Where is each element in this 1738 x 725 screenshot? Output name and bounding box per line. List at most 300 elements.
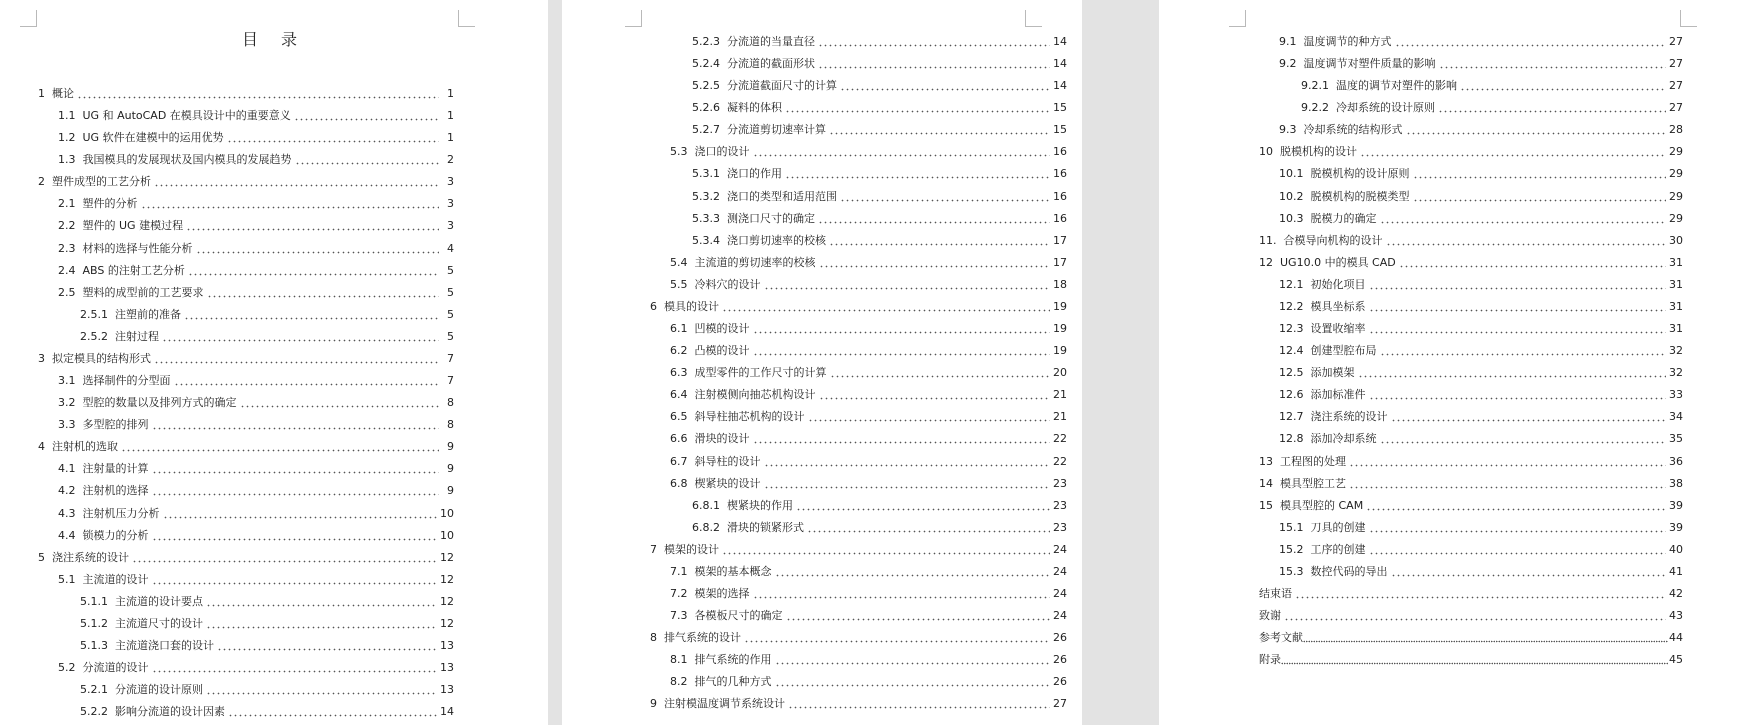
toc-leader-dots: [295, 162, 440, 165]
toc-entry[interactable]: [1259, 608, 1683, 624]
toc-entry-page-number: 18: [1053, 278, 1067, 291]
toc-leader-dots: [1369, 331, 1667, 334]
toc-entry-page-number: 14: [1053, 57, 1067, 70]
toc-entry-page-number: 31: [1669, 278, 1683, 291]
toc-entry-title: 注射量的计算: [82, 462, 149, 475]
toc-entry-title: 凸模的设计: [694, 344, 750, 357]
toc-entry-number: 4.2: [58, 484, 76, 497]
toc-leader-dots: [722, 309, 1050, 312]
toc-leader-dots: [785, 110, 1050, 113]
toc-entry-title: 工程图的处理: [1280, 455, 1346, 468]
toc-entry-number: 6.5: [670, 410, 688, 423]
toc-leader-dots: [753, 331, 1051, 334]
toc-entry-title: 概论: [52, 87, 74, 100]
toc-entry-title: 楔紧块的作用: [727, 499, 793, 512]
toc-entry-page-number: 27: [1669, 101, 1683, 114]
toc-entry[interactable]: [692, 189, 1067, 205]
toc-entry-title: 拟定模具的结构形式: [52, 352, 151, 365]
toc-entry-title: 主流道的设计: [82, 573, 149, 586]
toc-entry[interactable]: [670, 144, 1067, 160]
toc-entry[interactable]: [692, 166, 1067, 182]
toc-entry-number: 2.5: [58, 286, 76, 299]
toc-entry[interactable]: [692, 211, 1067, 227]
toc-leader-dots: [807, 530, 1050, 533]
toc-leader-dots: [764, 287, 1051, 290]
toc-entry[interactable]: [58, 373, 454, 389]
toc-entry-title: 注射过程: [115, 330, 159, 343]
toc-leader-dots: [206, 604, 437, 607]
toc-entry[interactable]: [692, 56, 1067, 72]
toc-entry-number: 8: [650, 631, 657, 644]
toc-entry-title: 主流道尺寸的设计: [115, 617, 203, 630]
toc-entry-title: 脱模机构的设计原则: [1310, 167, 1410, 180]
toc-entry-number: 9: [650, 697, 657, 710]
toc-entry[interactable]: [80, 638, 454, 654]
toc-entry-title: 分流道的截面形状: [727, 57, 815, 70]
toc-entry-page-number: 38: [1669, 477, 1683, 490]
toc-entry-number: 12.6: [1279, 388, 1304, 401]
toc-entry[interactable]: [38, 439, 454, 455]
toc-entry-page-number: 14: [1053, 79, 1067, 92]
toc-entry-page-number: 5: [447, 264, 454, 277]
toc-title: 目 录: [241, 30, 307, 49]
toc-entry-title: 合模导向机构的设计: [1283, 234, 1383, 247]
toc-entry[interactable]: [1279, 542, 1683, 558]
toc-entry-number: 9.3: [1279, 123, 1297, 136]
toc-entry-page-number: 24: [1053, 587, 1067, 600]
toc-page-1: [0, 0, 548, 725]
toc-entry-number: 5.3.2: [692, 190, 720, 203]
toc-entry-number: 5.2.5: [692, 79, 720, 92]
toc-leader-dots: [196, 251, 440, 254]
toc-entry-page-number: 33: [1669, 388, 1683, 401]
toc-entry[interactable]: [1259, 498, 1683, 514]
toc-entry[interactable]: [670, 586, 1067, 602]
toc-entry-page-number: 30: [1669, 234, 1683, 247]
toc-entry[interactable]: [38, 174, 454, 190]
toc-entry[interactable]: [1279, 387, 1683, 403]
toc-entry[interactable]: [1279, 34, 1683, 50]
crop-mark: [20, 10, 37, 27]
toc-entry[interactable]: [670, 454, 1067, 470]
toc-entry[interactable]: [670, 321, 1067, 337]
toc-entry[interactable]: [650, 542, 1067, 558]
toc-entry[interactable]: [692, 100, 1067, 116]
toc-entry-number: 2.2: [58, 219, 76, 232]
toc-entry-page-number: 4: [447, 242, 454, 255]
toc-leader-dots: [785, 176, 1050, 179]
toc-entry-title: 温度调节对塑件质量的影响: [1303, 57, 1436, 70]
toc-entry[interactable]: [670, 255, 1067, 271]
toc-entry[interactable]: [80, 704, 454, 720]
toc-leader-dots: [240, 405, 440, 408]
toc-entry[interactable]: [1259, 630, 1683, 646]
toc-entry-number: 2: [38, 175, 45, 188]
toc-entry-page-number: 1: [447, 87, 454, 100]
toc-entry-number: 5.1.1: [80, 595, 108, 608]
toc-leader-dots: [818, 221, 1050, 224]
toc-leader-dots: [132, 560, 437, 563]
toc-leader-dots: [152, 493, 440, 496]
crop-mark: [1229, 10, 1246, 27]
toc-entry-number: 3: [38, 352, 45, 365]
toc-leader-dots: [1358, 375, 1667, 378]
toc-leader-dots: [206, 692, 437, 695]
toc-entry-title: 分流道的设计: [82, 661, 149, 674]
toc-entry-number: 5.2.2: [80, 705, 108, 718]
toc-entry-page-number: 8: [447, 418, 454, 431]
toc-entry-page-number: 42: [1669, 587, 1683, 600]
toc-leader-dots: [753, 441, 1051, 444]
toc-entry-number: 11.: [1259, 234, 1277, 247]
toc-entry[interactable]: [58, 196, 454, 212]
toc-entry-number: 13: [1259, 455, 1273, 468]
toc-page-2: [562, 0, 1082, 725]
toc-entry-title: 创建型腔布局: [1310, 344, 1377, 357]
toc-entry[interactable]: [670, 343, 1067, 359]
toc-entry-number: 9.2.1: [1301, 79, 1329, 92]
toc-entry-number: 15: [1259, 499, 1273, 512]
toc-entry[interactable]: [1279, 211, 1683, 227]
toc-entry-page-number: 17: [1053, 234, 1067, 247]
toc-entry-page-number: 43: [1669, 609, 1683, 622]
toc-entry-number: 14: [1259, 477, 1273, 490]
toc-entry[interactable]: [1259, 144, 1683, 160]
toc-entry-title: 主流道的设计要点: [115, 595, 203, 608]
toc-entry-number: 5.3.4: [692, 234, 720, 247]
toc-entry-page-number: 45: [1669, 653, 1683, 666]
toc-entry-number: 4: [38, 440, 45, 453]
toc-entry-title: 型腔的数量以及排列方式的确定: [82, 396, 237, 409]
toc-entry-number: 6.3: [670, 366, 688, 379]
toc-entry-number: 1: [38, 87, 45, 100]
toc-entry-page-number: 21: [1053, 410, 1067, 423]
toc-entry-page-number: 9: [447, 484, 454, 497]
toc-entry[interactable]: [80, 682, 454, 698]
toc-entry-number: 9.1: [1279, 35, 1297, 48]
toc-entry-title: 初始化项目: [1310, 278, 1366, 291]
toc-entry[interactable]: [1259, 652, 1683, 668]
toc-entry[interactable]: [670, 387, 1067, 403]
toc-entry[interactable]: [80, 616, 454, 632]
toc-entry[interactable]: [58, 218, 454, 234]
toc-leader-dots: [788, 706, 1050, 709]
toc-entry[interactable]: [58, 483, 454, 499]
toc-entry-number: 1.1: [58, 109, 76, 122]
toc-entry-title: 分流道的设计原则: [115, 683, 203, 696]
toc-leader-dots: [753, 596, 1051, 599]
toc-entry-page-number: 7: [447, 374, 454, 387]
toc-leader-dots: [786, 618, 1051, 621]
toc-leader-dots: [1349, 464, 1666, 467]
toc-entry-page-number: 26: [1053, 631, 1067, 644]
toc-entry[interactable]: [1279, 277, 1683, 293]
toc-entry-page-number: 31: [1669, 256, 1683, 269]
toc-entry-page-number: 7: [447, 352, 454, 365]
toc-entry-page-number: 16: [1053, 167, 1067, 180]
toc-entry[interactable]: [670, 431, 1067, 447]
toc-entry-number: 7.3: [670, 609, 688, 622]
toc-entry-page-number: 3: [447, 175, 454, 188]
toc-entry[interactable]: [1279, 56, 1683, 72]
toc-entry[interactable]: [58, 108, 454, 124]
toc-entry[interactable]: [38, 351, 454, 367]
toc-entry[interactable]: [1279, 321, 1683, 337]
toc-entry[interactable]: [58, 152, 454, 168]
toc-entry-title: 浇口的类型和适用范围: [727, 190, 837, 203]
toc-entry-number: 7: [650, 543, 657, 556]
toc-entry[interactable]: [692, 122, 1067, 138]
toc-leader-dots: [1360, 154, 1666, 157]
toc-entry[interactable]: [80, 329, 454, 345]
toc-entry[interactable]: [670, 277, 1067, 293]
toc-entry[interactable]: [1279, 189, 1683, 205]
toc-entry[interactable]: [1279, 520, 1683, 536]
toc-leader-dots: [775, 662, 1051, 665]
toc-entry-page-number: 16: [1053, 145, 1067, 158]
toc-entry-page-number: 14: [440, 705, 454, 718]
toc-leader-dots: [152, 670, 438, 673]
toc-entry-page-number: 16: [1053, 212, 1067, 225]
toc-entry-title: 塑件成型的工艺分析: [52, 175, 151, 188]
toc-entry[interactable]: [80, 307, 454, 323]
toc-entry-title: 凝料的体积: [727, 101, 782, 114]
toc-entry[interactable]: [58, 506, 454, 522]
toc-entry-page-number: 31: [1669, 322, 1683, 335]
toc-entry[interactable]: [650, 630, 1067, 646]
toc-entry-title: 分流道的当量直径: [727, 35, 815, 48]
toc-leader-dots: [1438, 110, 1666, 113]
toc-leader-dots: [1369, 287, 1667, 290]
toc-entry-page-number: 27: [1669, 35, 1683, 48]
toc-leader-dots: [207, 295, 440, 298]
toc-entry-number: 15.3: [1279, 565, 1304, 578]
toc-entry-page-number: 15: [1053, 101, 1067, 114]
toc-entry-page-number: 10: [440, 507, 454, 520]
toc-entry-number: 5.2: [58, 661, 76, 674]
toc-entry-page-number: 9: [447, 440, 454, 453]
toc-entry-number: 9.2.2: [1301, 101, 1329, 114]
toc-entry-number: 9.2: [1279, 57, 1297, 70]
toc-entry-number: 10: [1259, 145, 1273, 158]
toc-entry-page-number: 24: [1053, 609, 1067, 622]
toc-entry-number: 15.1: [1279, 521, 1304, 534]
toc-entry[interactable]: [1279, 299, 1683, 315]
toc-entry-page-number: 31: [1669, 300, 1683, 313]
toc-entry-page-number: 23: [1053, 521, 1067, 534]
toc-leader-dots: [753, 154, 1051, 157]
toc-entry-page-number: 12: [440, 595, 454, 608]
toc-entry-page-number: 12: [440, 617, 454, 630]
toc-entry-title: 脱模力的确定: [1310, 212, 1377, 225]
toc-entry-title: 注射机的选取: [52, 440, 118, 453]
toc-entry-page-number: 29: [1669, 167, 1683, 180]
toc-entry[interactable]: [650, 696, 1067, 712]
toc-entry[interactable]: [58, 572, 454, 588]
toc-entry-title: 工序的创建: [1310, 543, 1366, 556]
toc-entry[interactable]: [80, 594, 454, 610]
toc-entry-title: 模架的基本概念: [694, 565, 772, 578]
toc-entry[interactable]: [692, 34, 1067, 50]
toc-entry-page-number: 12: [440, 551, 454, 564]
toc-entry[interactable]: [670, 608, 1067, 624]
toc-entry-title: 楔紧块的设计: [694, 477, 761, 490]
toc-entry[interactable]: [58, 417, 454, 433]
toc-entry-number: 2.1: [58, 197, 76, 210]
toc-entry[interactable]: [1259, 454, 1683, 470]
toc-entry-number: 8.1: [670, 653, 688, 666]
toc-entry[interactable]: [670, 564, 1067, 580]
toc-leader-dots: [1366, 508, 1666, 511]
toc-entry-number: 12.3: [1279, 322, 1304, 335]
toc-entry[interactable]: [692, 233, 1067, 249]
toc-leader-dots: [163, 516, 438, 519]
toc-entry-title: 设置收缩率: [1310, 322, 1366, 335]
toc-leader-dots: [1413, 176, 1667, 179]
toc-entry-number: 10.1: [1279, 167, 1304, 180]
toc-entry-number: 12.8: [1279, 432, 1304, 445]
toc-entry-number: 12.1: [1279, 278, 1304, 291]
toc-entry-title: 滑块的锁紧形式: [727, 521, 804, 534]
toc-entry-title: 主流道浇口套的设计: [115, 639, 214, 652]
toc-entry[interactable]: [670, 674, 1067, 690]
toc-entry-title: 塑件的 UG 建模过程: [82, 219, 184, 232]
toc-entry[interactable]: [1301, 100, 1683, 116]
toc-leader-dots: [1281, 662, 1668, 665]
toc-entry-number: 5.2.3: [692, 35, 720, 48]
toc-entry[interactable]: [58, 528, 454, 544]
toc-entry[interactable]: [1259, 476, 1683, 492]
toc-leader-dots: [818, 66, 1050, 69]
toc-entry-number: 5.2.4: [692, 57, 720, 70]
toc-entry-title: 附录: [1259, 653, 1281, 666]
toc-entry-page-number: 34: [1669, 410, 1683, 423]
toc-entry[interactable]: [58, 285, 454, 301]
toc-leader-dots: [1349, 486, 1666, 489]
toc-entry-page-number: 13: [440, 661, 454, 674]
toc-entry[interactable]: [1279, 365, 1683, 381]
toc-entry-title: 结束语: [1259, 587, 1292, 600]
toc-entry[interactable]: [692, 78, 1067, 94]
toc-entry-number: 12.2: [1279, 300, 1304, 313]
toc-leader-dots: [753, 353, 1051, 356]
toc-entry[interactable]: [58, 130, 454, 146]
toc-leader-dots: [840, 199, 1050, 202]
toc-entry[interactable]: [1279, 166, 1683, 182]
toc-leader-dots: [819, 397, 1051, 400]
toc-entry[interactable]: [670, 409, 1067, 425]
toc-entry-number: 6.2: [670, 344, 688, 357]
toc-leader-dots: [808, 419, 1051, 422]
toc-entry[interactable]: [38, 550, 454, 566]
toc-entry-title: ABS 的注射工艺分析: [82, 264, 185, 277]
toc-page-3: [1159, 0, 1738, 725]
toc-entry-page-number: 12: [440, 573, 454, 586]
toc-entry[interactable]: [58, 241, 454, 257]
toc-leader-dots: [1369, 309, 1667, 312]
toc-leader-dots: [722, 552, 1050, 555]
toc-entry[interactable]: [58, 263, 454, 279]
toc-entry-number: 7.2: [670, 587, 688, 600]
toc-leader-dots: [1406, 132, 1667, 135]
toc-leader-dots: [818, 44, 1050, 47]
toc-entry-number: 5.5: [670, 278, 688, 291]
toc-leader-dots: [1460, 88, 1666, 91]
toc-entry-title: 多型腔的排列: [82, 418, 149, 431]
toc-entry[interactable]: [38, 86, 454, 102]
toc-entry-title: 脱模机构的脱模类型: [1310, 190, 1410, 203]
toc-entry-page-number: 40: [1669, 543, 1683, 556]
toc-entry[interactable]: [1279, 343, 1683, 359]
toc-entry-title: 致谢: [1259, 609, 1281, 622]
toc-entry-number: 5: [38, 551, 45, 564]
toc-entry[interactable]: [692, 498, 1067, 514]
toc-entry-title: 选择制件的分型面: [82, 374, 171, 387]
toc-leader-dots: [1380, 221, 1667, 224]
toc-entry[interactable]: [692, 520, 1067, 536]
toc-entry[interactable]: [1279, 409, 1683, 425]
toc-entry[interactable]: [670, 652, 1067, 668]
toc-leader-dots: [228, 714, 437, 717]
crop-mark: [1680, 10, 1697, 27]
crop-mark: [458, 10, 475, 27]
toc-entry-title: 塑料的成型前的工艺要求: [82, 286, 204, 299]
toc-entry-title: 模架的选择: [694, 587, 750, 600]
toc-entry-title: 斜导柱的设计: [694, 455, 761, 468]
toc-entry[interactable]: [58, 461, 454, 477]
toc-entry[interactable]: [58, 660, 454, 676]
toc-entry-title: 注射机的选择: [82, 484, 149, 497]
toc-leader-dots: [154, 184, 439, 187]
toc-entry-page-number: 14: [1053, 35, 1067, 48]
toc-entry[interactable]: [1259, 233, 1683, 249]
toc-entry-number: 3.1: [58, 374, 76, 387]
toc-entry[interactable]: [1279, 122, 1683, 138]
toc-entry-title: 注塑前的准备: [115, 308, 181, 321]
toc-entry[interactable]: [1259, 255, 1683, 271]
toc-entry-title: 浇口的作用: [727, 167, 782, 180]
toc-leader-dots: [1439, 66, 1667, 69]
toc-entry-number: 6.8.1: [692, 499, 720, 512]
toc-entry-title: 注射模侧向抽芯机构设计: [694, 388, 816, 401]
toc-entry[interactable]: [670, 476, 1067, 492]
toc-entry-title: 排气系统的作用: [694, 653, 772, 666]
toc-entry-page-number: 2: [447, 153, 454, 166]
toc-entry-number: 12.7: [1279, 410, 1304, 423]
toc-entry-title: 冷料穴的设计: [694, 278, 761, 291]
toc-entry-number: 5.3: [670, 145, 688, 158]
toc-leader-dots: [829, 132, 1050, 135]
toc-entry-number: 5.4: [670, 256, 688, 269]
toc-leader-dots: [764, 464, 1051, 467]
toc-entry-title: 添加冷却系统: [1310, 432, 1377, 445]
toc-entry-page-number: 19: [1053, 300, 1067, 313]
toc-entry[interactable]: [1279, 431, 1683, 447]
toc-entry[interactable]: [650, 299, 1067, 315]
toc-leader-dots: [829, 243, 1050, 246]
toc-entry[interactable]: [1279, 564, 1683, 580]
toc-entry[interactable]: [1259, 586, 1683, 602]
toc-entry-title: 各模板尺寸的确定: [694, 609, 783, 622]
toc-entry-page-number: 23: [1053, 477, 1067, 490]
toc-entry-title: UG10.0 中的模具 CAD: [1280, 256, 1396, 269]
toc-leader-dots: [775, 574, 1051, 577]
toc-entry[interactable]: [58, 395, 454, 411]
toc-entry-number: 1.3: [58, 153, 76, 166]
toc-leader-dots: [1386, 243, 1667, 246]
toc-entry[interactable]: [1301, 78, 1683, 94]
toc-entry[interactable]: [670, 365, 1067, 381]
